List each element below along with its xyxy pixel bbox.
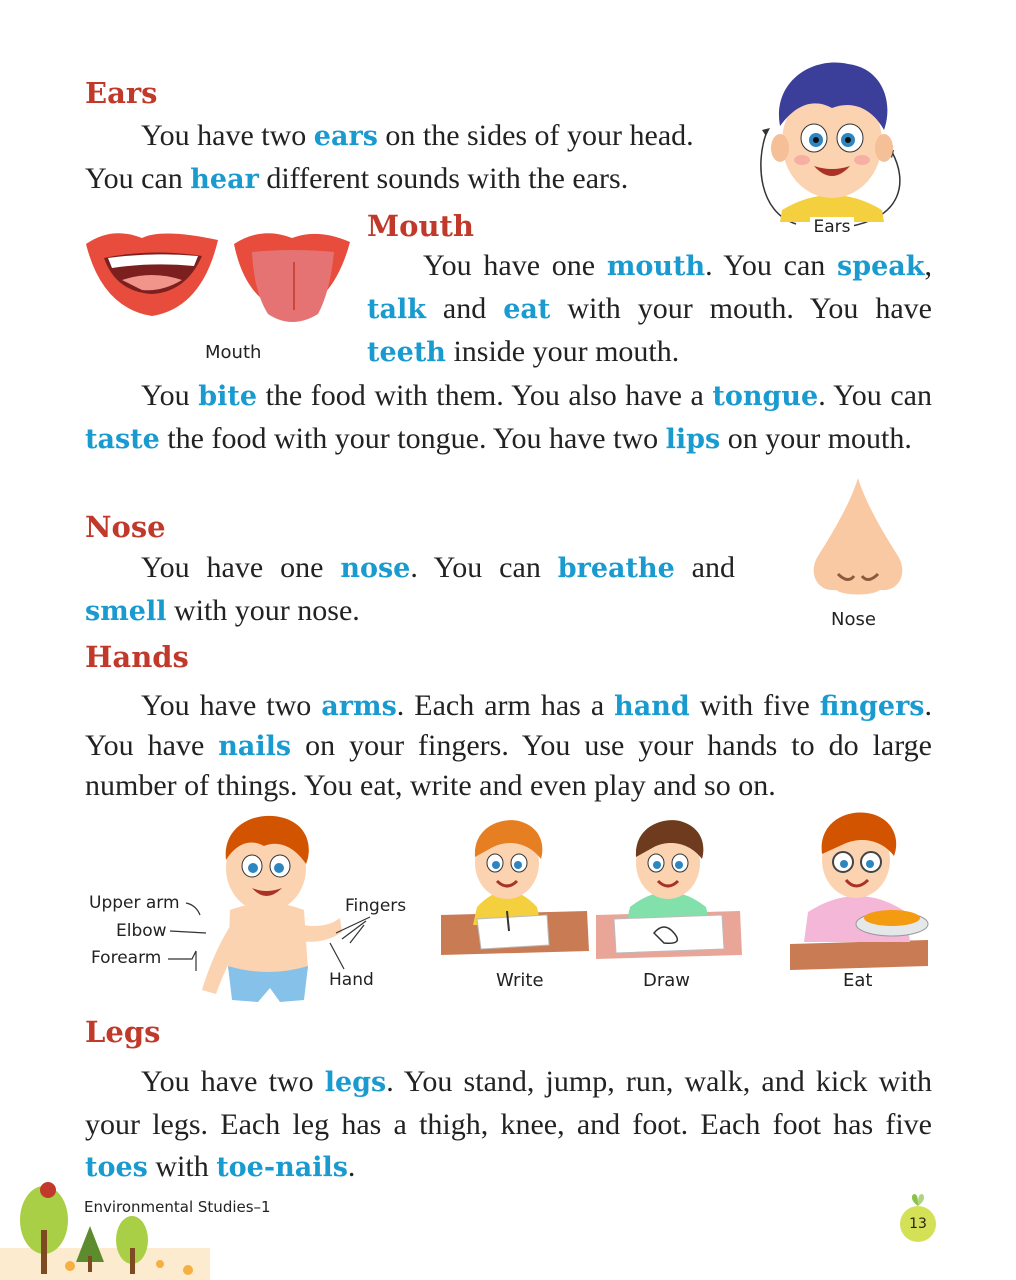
- text-run: and: [425, 292, 504, 325]
- text-run: the food with your tongue. You have two: [159, 422, 666, 455]
- keyword: legs: [324, 1067, 387, 1098]
- label-pointer-lines: [160, 895, 380, 975]
- paragraph-mouth: [367, 245, 932, 374]
- text-run: and: [674, 551, 735, 584]
- paragraph-nose: [85, 547, 735, 633]
- paragraph-hands: [85, 686, 932, 805]
- text-run: . You can: [410, 551, 558, 584]
- keyword: toe-nails: [216, 1152, 348, 1183]
- keyword: mouth: [606, 251, 706, 282]
- keyword: bite: [198, 381, 258, 412]
- nose-icon: [808, 474, 908, 598]
- caption-mouth: Mouth: [205, 342, 262, 363]
- text-run: . You can: [705, 249, 838, 282]
- boy-eating-icon: [788, 808, 930, 970]
- caption-ears: Ears: [810, 217, 854, 237]
- page-number-badge: [900, 1206, 936, 1242]
- label-fingers: Fingers: [345, 896, 407, 916]
- text-run: with: [147, 1150, 217, 1183]
- write-illustration: [437, 815, 595, 955]
- text-run: . You have: [85, 689, 933, 762]
- caption-nose: Nose: [831, 609, 876, 630]
- text-run: with your mouth. You have: [550, 292, 932, 325]
- keyword: fingers: [819, 691, 925, 722]
- text-run: on the sides of your head.: [377, 119, 694, 152]
- text-run: ,: [924, 249, 933, 282]
- girl-writing-icon: [437, 815, 595, 955]
- text-run: You have two: [141, 1065, 325, 1098]
- keyword: teeth: [367, 337, 446, 368]
- keyword: hand: [614, 691, 690, 722]
- keyword: hear: [190, 164, 259, 195]
- text-run: You: [141, 379, 199, 412]
- ears-illustration: [752, 52, 912, 238]
- footer-trees-decoration: [0, 1168, 210, 1280]
- text-run: You have one: [141, 551, 341, 584]
- text-run: You have two: [141, 689, 322, 722]
- draw-illustration: [594, 815, 744, 960]
- text-run: .: [347, 1150, 356, 1183]
- keyword: lips: [665, 424, 721, 455]
- keyword: talk: [367, 294, 426, 325]
- text-run: You can: [85, 162, 191, 195]
- heading-ears: Ears: [85, 76, 158, 110]
- text-run: with five: [689, 689, 820, 722]
- text-run: different sounds with the ears.: [258, 162, 629, 195]
- boy-face-icon: [752, 52, 912, 238]
- label-forearm: Forearm: [91, 948, 162, 968]
- footer-book-title: Environmental Studies–1: [84, 1198, 271, 1216]
- keyword: ears: [313, 121, 378, 152]
- keyword: nose: [340, 553, 411, 584]
- keyword: arms: [321, 691, 397, 722]
- text-run: . You can: [818, 379, 932, 412]
- activity-label-write: Write: [496, 970, 544, 991]
- mouth-illustration: [82, 222, 352, 334]
- activity-label-eat: Eat: [843, 970, 873, 991]
- text-run: the food with them. You also have a: [257, 379, 713, 412]
- paragraph-ears: [85, 115, 735, 201]
- keyword: speak: [837, 251, 925, 282]
- text-run: with your nose.: [166, 594, 360, 627]
- nose-illustration: [808, 474, 908, 598]
- heading-mouth: Mouth: [367, 209, 475, 243]
- page-number: 13: [909, 1216, 927, 1232]
- text-run: You have two: [141, 119, 314, 152]
- trees-icon: [0, 1168, 210, 1280]
- label-hand: Hand: [329, 970, 374, 990]
- activity-label-draw: Draw: [643, 970, 691, 991]
- label-upper-arm: Upper arm: [89, 893, 180, 913]
- heading-legs: Legs: [85, 1015, 161, 1049]
- keyword: smell: [85, 596, 167, 627]
- label-elbow: Elbow: [116, 921, 167, 941]
- leaf-icon: [906, 1192, 930, 1208]
- text-run: on your mouth.: [720, 422, 912, 455]
- text-run: on your fingers. You use your hands to do large number of things. You eat, write and even play and so on.: [85, 729, 932, 802]
- heading-nose: Nose: [85, 510, 166, 544]
- keyword: tongue: [712, 381, 819, 412]
- text-run: . Each arm has a: [396, 689, 615, 722]
- paragraph-mouth-2: [85, 375, 932, 461]
- text-run: You have one: [423, 249, 607, 282]
- heading-hands: Hands: [85, 640, 189, 674]
- keyword: eat: [503, 294, 551, 325]
- keyword: taste: [85, 424, 160, 455]
- keyword: nails: [218, 731, 292, 762]
- text-run: . You stand, jump, run, walk, and kick with your legs. Each leg has a thigh, knee, and foot. Each foot has five: [85, 1065, 932, 1141]
- boy-drawing-icon: [594, 815, 744, 960]
- keyword: breathe: [557, 553, 675, 584]
- lips-icon: [82, 222, 352, 334]
- text-run: inside your mouth.: [445, 335, 680, 368]
- paragraph-legs: [85, 1061, 932, 1189]
- keyword: toes: [85, 1152, 148, 1183]
- eat-illustration: [788, 808, 930, 970]
